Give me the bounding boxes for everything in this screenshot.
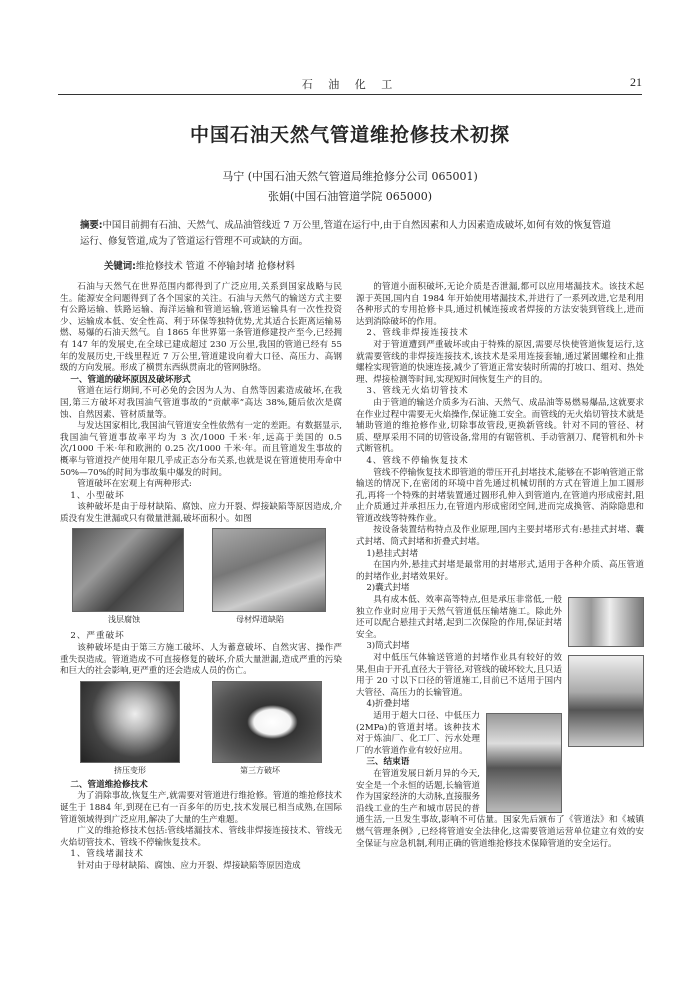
abstract-label: 摘要: xyxy=(80,220,103,231)
paper-title: 中国石油天然气管道维抢修技术初探 xyxy=(189,124,510,146)
paragraph: 在管道发展日新月异的今天,安全是一个永恒的话题,长输管道作为国家经济的大动脉,直接服务沿线工业的生产和城市居民的普通生活,一旦发生事故,影响不可估量。国家先后颁布了《管道法》和《城镇燃气管理条例》,已经将管道安全法律化,这需要管道运营单位建立有效的安全保证与应急机制,利用正确的管道维抢修技术保障管道的安全运行。 xyxy=(356,768,644,849)
section-heading: 二、管道维抢修技术 xyxy=(70,779,148,790)
paragraph: 管线不停输恢复技术即管道的带压开孔封堵技术,能够在不影响管道正常输送的情况下,在密闭的环境中首先通过机械切削的方式在管道上加工圆形孔,再将一个特殊的封堵装置通过圆形孔伸入到管道内,在管道内形成密封,阻止介质通过并承担压力,在管道内形成密闭空间,进而完成换管、消除隐患和管道改线等特殊作业。 xyxy=(356,467,644,524)
subsection-heading: 1、管线堵漏技术 xyxy=(70,849,144,860)
paragraph: 石油与天然气在世界范围内都得到了广泛应用,关系到国家战略与民生。能源安全问题得到了各个国家的关注。石油与天然气的输送方式主要有公路运输、铁路运输、海洋运输和管道运输,管道运输具有一次性投资少、运输成本低、安全性高、利于环保等独特优势,尤其适合长距离运输易燃、易爆的石油天然气。自 1865 年世界第一条管道修建投产至今,已经拥有 147 年的发展史,在全球已建成超过 230 万公里,我国的管道已经有 55 年的发展历史,干线里程近 7 万公里,管道建设向着大口径、高压力、高钢级的方向发展。形成了横贯东西纵贯南北的管网脉络。 xyxy=(60,282,342,374)
subsection-heading: 1、小型破坏 xyxy=(70,490,125,501)
plugging-device-photo xyxy=(568,597,644,647)
page-number: 21 xyxy=(630,75,642,89)
crush-deformation-photo xyxy=(80,681,180,763)
subsection-heading: 2、严重破坏 xyxy=(70,631,125,642)
figure-caption: 挤压变形 xyxy=(114,765,146,775)
paragraph: 与发达国家相比,我国油气管道安全性依然有一定的差距。有数据显示,我国油气管道事故率平均为 3 次/1000 千米·年,远高于美国的 0.5 次/1000 千米·年和欧洲的 0.25 次/1000 千米·年。而且管道发生事故的概率与管道投产使用年限几乎成正态分布关系,也就是说在管道使用寿命中 50%—70%的时间为事故集中爆发的时间。 xyxy=(60,421,342,478)
keywords xyxy=(104,258,618,272)
right-column xyxy=(356,282,644,850)
keywords-text: 维抢修技术 管道 不停输封堵 抢修材料 xyxy=(135,261,295,272)
paragraph: 具有成本低、效率高等特点,但是承压非常低,一般独立作业时应用于天然气管道低压输堵施工。除此外还可以配合悬挂式封堵,起到二次保险的作用,保证封堵安全。 xyxy=(356,595,562,640)
paragraph: 该种破坏是由于母材缺陷、腐蚀、应力开裂、焊接缺陷等原因造成,介质没有发生泄漏或只有微量泄漏,破坏面积小。如图 xyxy=(60,502,342,524)
subsection-heading: 3、管线无火焰切管技术 xyxy=(366,386,469,397)
keywords-label: 关键词: xyxy=(104,261,136,272)
paragraph: 为了消除事故,恢复生产,就需要对管道进行维抢修。管道的维抢修技术诞生于 1884 年,到现在已有一百多年的历史,技术发展已相当成熟,在国际管道领域得到广泛应用,解决了大量的生产难题。 xyxy=(60,791,342,825)
sub-subsection-heading: 1)悬挂式封堵 xyxy=(366,548,419,559)
abstract xyxy=(80,218,618,250)
journal-name: 石 油 化 工 xyxy=(301,78,399,91)
paragraph: 管道破坏在宏观上有两种形式: xyxy=(77,479,192,490)
corrosion-photo xyxy=(72,528,184,612)
cylinder-plug-figure xyxy=(568,655,644,747)
abstract-text: 中国目前拥有石油、天然气、成品油管线近 7 万公里,管道在运行中,由于自然因素和人力因素造成破坏,如何有效的恢复管道运行、修复管道,成为了管道运行管理不可或缺的方面。 xyxy=(80,220,611,247)
plugging-device-photo xyxy=(486,713,562,813)
author-line-2: 张娟(中国石油管道学院 065000) xyxy=(267,190,433,203)
figure-pair-1 xyxy=(60,528,342,628)
author-line-1: 马宁 (中国石油天然气管道局维抢修分公司 065001) xyxy=(222,170,478,183)
paragraph: 对中低压气体输送管道的封堵作业具有较好的效果,但由于开孔直径大于管径,对管线的破坏较大,且只适用于 20 寸以下口径的管道施工,目前已不适用于国内大管径、高压力的长输管道。 xyxy=(356,653,562,698)
weld-defect-photo xyxy=(212,528,326,612)
figure-caption: 浅层腐蚀 xyxy=(108,615,140,625)
figure-caption: 母材焊道缺陷 xyxy=(236,615,284,625)
sub-subsection-heading: 2)囊式封堵 xyxy=(366,583,410,594)
paragraph: 对于管道遭到严重破坏或由于特殊的原因,需要尽快使管道恢复运行,这就需要管线的非焊接连接技术,该技术是采用连接套轴,通过紧固螺栓和止推螺栓实现管道的快速连接,减少了管道正常安装时所需的打坡口、组对、热处理、焊接检测等时间,实现短时间恢复生产的目的。 xyxy=(356,339,644,385)
third-party-damage-photo xyxy=(212,681,322,763)
figure-caption: 第三方破坏 xyxy=(240,765,280,775)
section-heading: 三、结束语 xyxy=(366,757,410,768)
paragraph: 针对由于母材缺陷、腐蚀、应力开裂、焊接缺陷等原因造成 xyxy=(77,861,301,871)
sub-subsection-heading: 3)筒式封堵 xyxy=(366,641,410,652)
paragraph: 的管道小面积破坏,无论介质是否泄漏,都可以应用堵漏技术。该技术起源于英国,国内自 1984 年开始使用堵漏技术,并进行了一系列改进,它是利用各种形式的专用抢修卡具,通过机械连接或者焊接的方法安装到管线上,进而达到消除破坏的作用。 xyxy=(356,282,644,327)
plugging-device-photo xyxy=(568,655,644,747)
paragraph: 按设备装置结构特点及作业原理,国内主要封堵形式有:悬挂式封堵、囊式封堵、筒式封堵和折叠式封堵。 xyxy=(356,525,644,548)
paragraph: 广义的维抢修技术包括:管线堵漏技术、管线非焊接连接技术、管线无火焰切管技术、管线不停输恢复技术。 xyxy=(60,826,342,848)
subsection-heading: 4、管线不停输恢复技术 xyxy=(366,455,469,466)
paragraph: 由于管道的输送介质多为石油、天然气、成品油等易燃易爆品,这就要求在作业过程中需要无火焰操作,保证施工安全。而管线的无火焰切管技术就是辅助管道的维抢修作业,切除事故管段,更换新管线。针对不同的管径、材质、壁厚采用不同的切管设备,常用的有锯管机、手动管割刀、爬管机和外卡式断管机。 xyxy=(356,397,644,455)
bladder-plug-figure xyxy=(568,597,644,647)
left-column xyxy=(60,282,342,873)
section-heading: 一、管道的破坏原因及破坏形式 xyxy=(70,374,191,385)
folding-plug-figure xyxy=(486,713,562,813)
paragraph: 在国内外,悬挂式封堵是最常用的封堵形式,适用于各种介质、高压管道的封堵作业,封堵效果好。 xyxy=(356,560,644,582)
paragraph: 管道在运行期间,不可必免的会因为人为、自然等因素造成破坏,在我国,第三方破坏对我国油气管道事故的“贡献率”高达 38%,随后依次是腐蚀、自然因素、管材质量等。 xyxy=(60,386,342,420)
page-header xyxy=(58,74,642,95)
paragraph: 该种破坏是由于第三方施工破坏、人为蓄意破坏、自然灾害、操作严重失误造成。管道造成不可直接修复的破坏,介质大量泄漏,造成严重的污染和巨大的社会影响,更严重的还会造成人员的伤亡。 xyxy=(60,643,342,677)
figure-pair-2 xyxy=(60,681,342,777)
sub-subsection-heading: 4)折叠封堵 xyxy=(366,699,410,710)
subsection-heading: 2、管线非焊接连接技术 xyxy=(366,328,469,339)
paragraph: 适用于超大口径、中低压力(2MPa)的管道封堵。该种技术对于炼油厂、化工厂、污水处理厂的水管道作业有较好应用。 xyxy=(356,710,480,756)
